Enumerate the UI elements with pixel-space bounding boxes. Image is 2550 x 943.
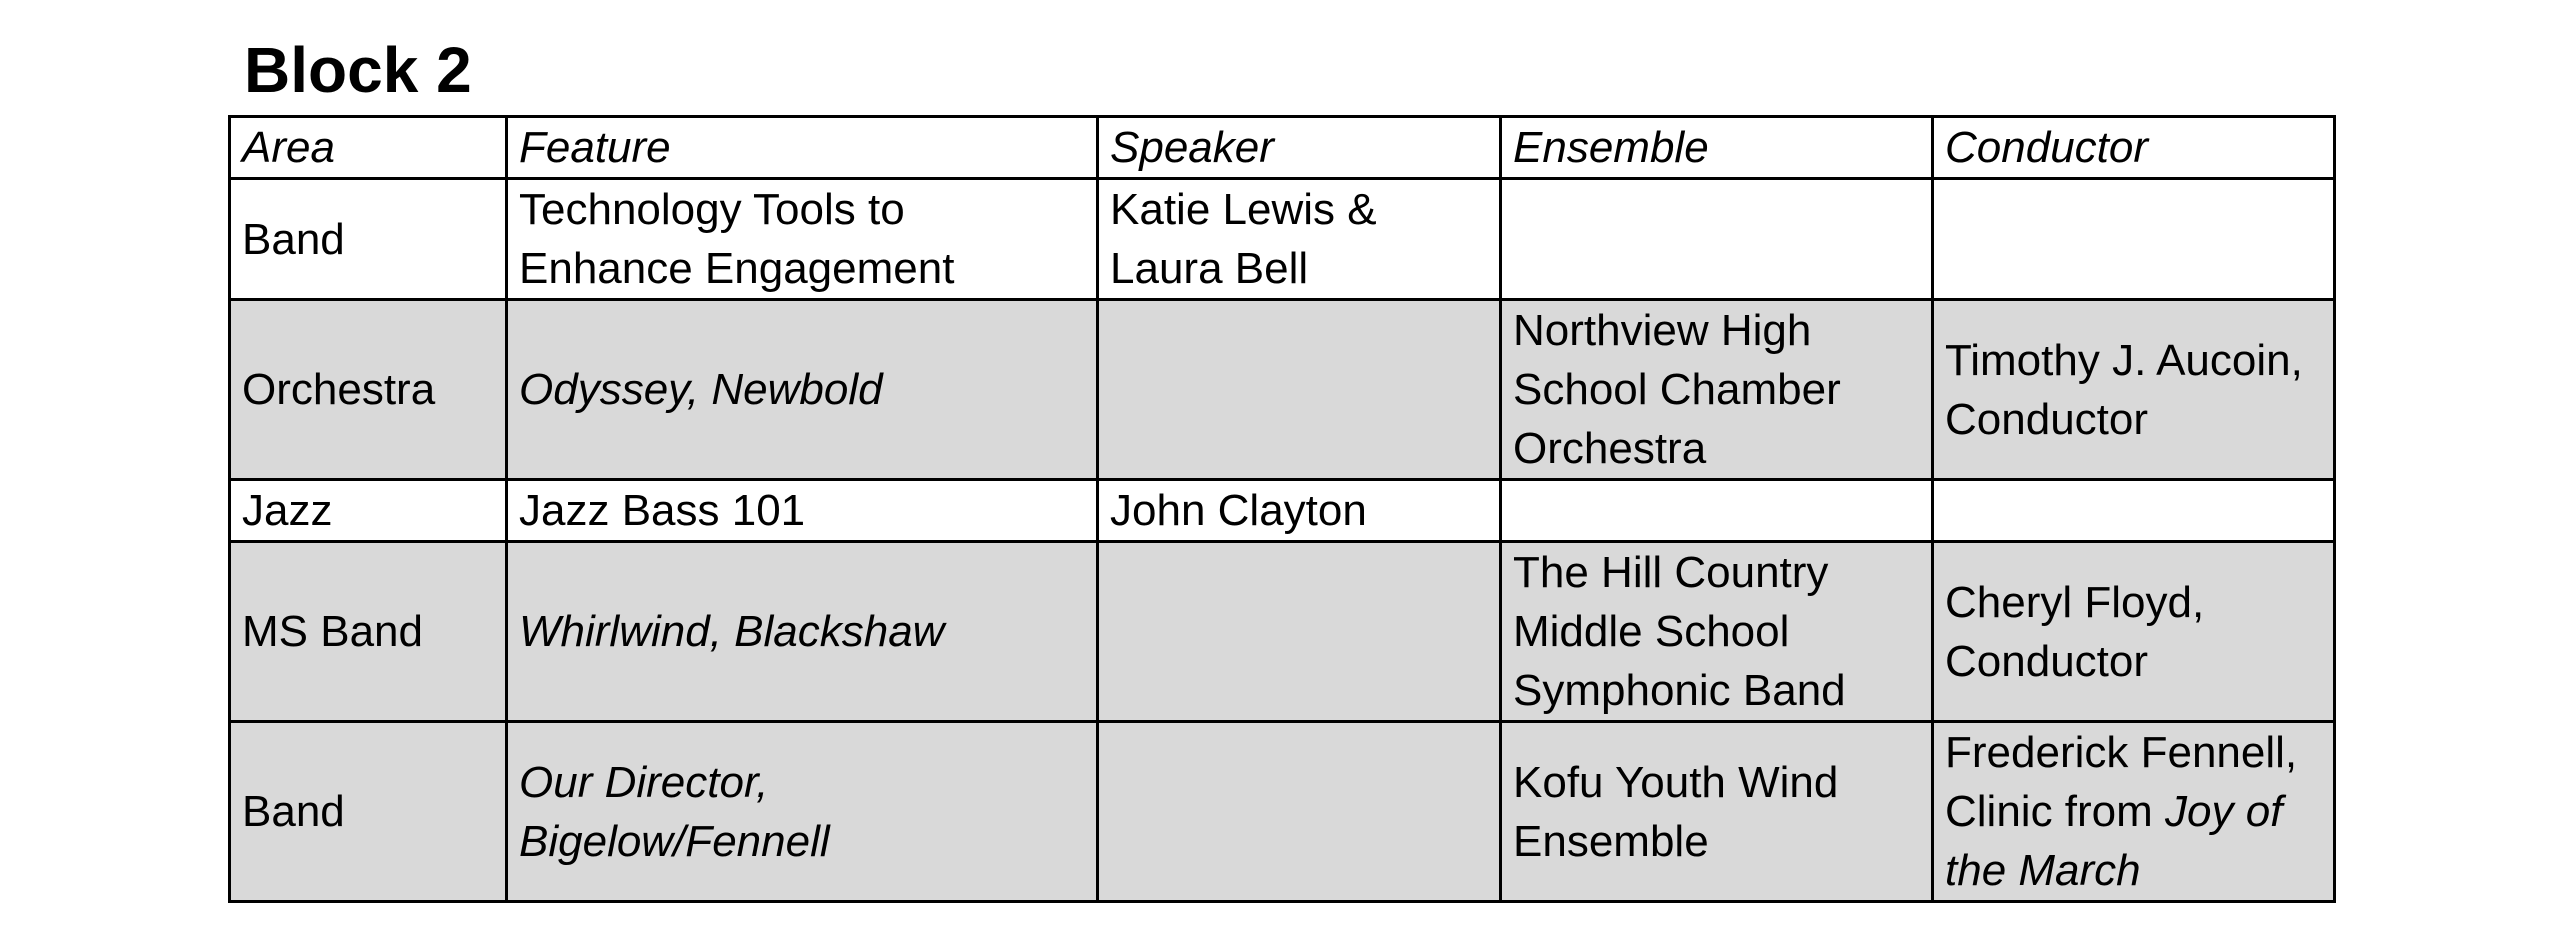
area-cell: Band xyxy=(230,179,507,300)
column-header-feature: Feature xyxy=(507,117,1098,179)
feature-line: Technology Tools to xyxy=(519,185,905,234)
table-row xyxy=(230,542,2335,722)
ensemble-line: Orchestra xyxy=(1513,424,1707,473)
table-row xyxy=(230,722,2335,902)
conductor-cell xyxy=(1933,722,2335,902)
column-header-ensemble: Ensemble xyxy=(1501,117,1933,179)
ensemble-line: Symphonic Band xyxy=(1513,666,1846,715)
table-row xyxy=(230,480,2335,542)
feature-line: Our Director, xyxy=(519,757,769,807)
feature-cell: Odyssey, Newbold xyxy=(507,300,1098,480)
conductor-cell xyxy=(1933,480,2335,542)
conductor-line xyxy=(1945,782,2333,841)
feature-cell: Whirlwind, Blackshaw xyxy=(507,542,1098,722)
speaker-cell xyxy=(1098,542,1501,722)
column-header-speaker: Speaker xyxy=(1098,117,1501,179)
work-title: the March xyxy=(1945,846,2141,895)
feature-cell xyxy=(507,179,1098,300)
conductor-line: Conductor xyxy=(1945,394,2149,444)
ensemble-line: Kofu Youth Wind xyxy=(1513,757,1839,807)
column-header-area: Area xyxy=(230,117,507,179)
speaker-line: Laura Bell xyxy=(1110,244,1309,293)
conductor-cell xyxy=(1933,300,2335,480)
ensemble-cell xyxy=(1501,480,1933,542)
speaker-cell xyxy=(1098,300,1501,480)
feature-line: Enhance Engagement xyxy=(519,244,955,293)
speaker-cell: John Clayton xyxy=(1098,480,1501,542)
speaker-cell xyxy=(1098,722,1501,902)
conductor-line: Timothy J. Aucoin, xyxy=(1945,335,2303,385)
page-title: Block 2 xyxy=(244,34,472,106)
ensemble-line: Northview High xyxy=(1513,306,1812,355)
ensemble-line: School Chamber xyxy=(1513,365,1841,414)
speaker-cell xyxy=(1098,179,1501,300)
ensemble-line: Ensemble xyxy=(1513,816,1709,866)
area-cell: Orchestra xyxy=(230,300,507,480)
work-title: Joy of xyxy=(2165,787,2283,836)
area-cell: Jazz xyxy=(230,480,507,542)
table-row xyxy=(230,179,2335,300)
conductor-line: Frederick Fennell, xyxy=(1945,728,2298,777)
area-cell: MS Band xyxy=(230,542,507,722)
ensemble-line: Middle School xyxy=(1513,607,1790,656)
speaker-line: Katie Lewis & xyxy=(1110,185,1377,234)
table-header-row xyxy=(230,117,2335,179)
conductor-cell xyxy=(1933,542,2335,722)
column-header-conductor: Conductor xyxy=(1933,117,2335,179)
feature-cell xyxy=(507,722,1098,902)
conductor-line: Conductor xyxy=(1945,636,2149,686)
ensemble-line: The Hill Country xyxy=(1513,548,1829,597)
conductor-text: Clinic from xyxy=(1945,787,2166,836)
conductor-line: Cheryl Floyd, xyxy=(1945,577,2205,627)
area-cell: Band xyxy=(230,722,507,902)
ensemble-cell xyxy=(1501,542,1933,722)
ensemble-cell xyxy=(1501,300,1933,480)
ensemble-cell xyxy=(1501,179,1933,300)
feature-cell: Jazz Bass 101 xyxy=(507,480,1098,542)
schedule-table xyxy=(228,115,2336,903)
ensemble-cell xyxy=(1501,722,1933,902)
feature-line: Bigelow/Fennell xyxy=(519,816,830,866)
table-row xyxy=(230,300,2335,480)
conductor-cell xyxy=(1933,179,2335,300)
